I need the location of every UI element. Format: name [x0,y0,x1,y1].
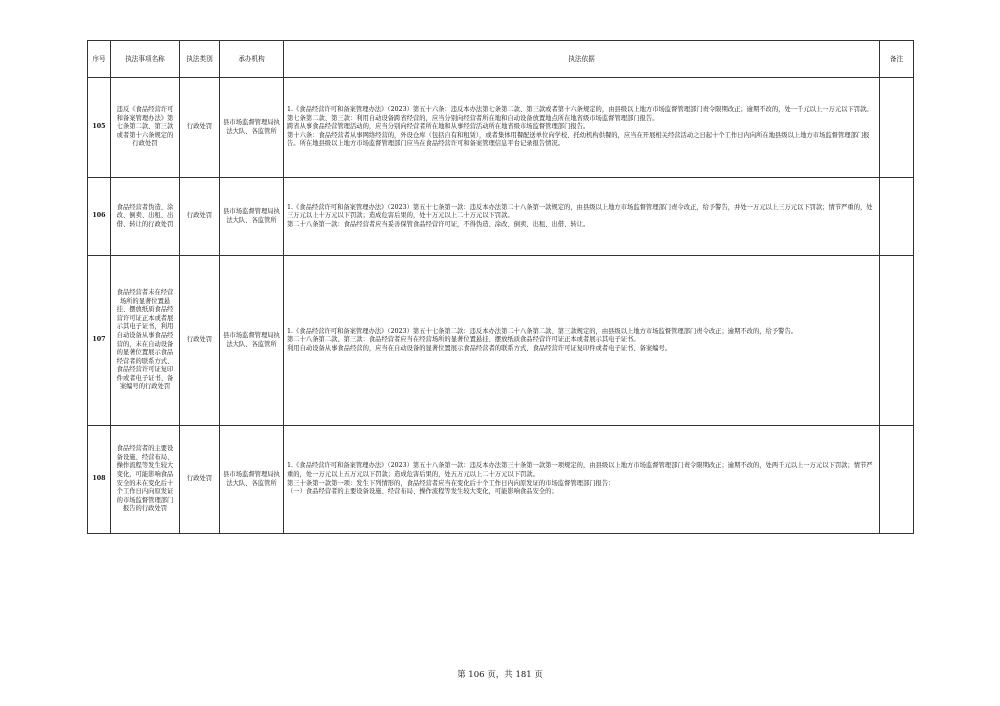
basis-line: 1.《食品经营许可和备案管理办法》（2023）第五十七条第二款：违反本办法第二十八条第二款、第三款规定的，由县级以上地方市场监督管理部门责令改正；逾期不改的，给予警告。 [287,327,798,335]
header-basis: 执法依据 [284,41,880,78]
basis-line: 跨省从事食品经营管理活动的，应当分别向经营者所在地和从事经营活动所在地省级市场监督管理部门报告。 [287,123,590,131]
header-type: 执法类别 [180,41,220,78]
row-org: 县市场监督管理局执法大队、各监管所 [220,78,284,178]
row-type: 行政处罚 [180,426,220,534]
basis-line: 第二十八条第二款、第三款：食品经营者应当在经营场所的显著位置悬挂、摆放纸质食品经营许可证正本或者展示其电子证书。 [287,336,640,344]
header-no: 序号 [88,41,111,78]
row-note [880,78,914,178]
row-item-name: 违反《食品经营许可和备案管理办法》第七条第二款、第三款或者第十六条规定的行政处罚 [111,78,180,178]
table-header-row [88,41,914,78]
basis-line: 利用自动设备从事食品经营的，应当在自动设备的显著位置展示食品经营者的联系方式、食品经营许可证复印件或者电子证书、备案编号。 [287,344,672,352]
row-note [880,426,914,534]
page-footer: 第 106 页，共 181 页 [457,670,543,680]
row-note [880,178,914,256]
row-item-name: 食品经营者的主要设备设施、经营布局、操作流程等发生较大变化，可能影响食品安全的未在变化后十个工作日内向原发证的市场监督管理部门报告的行政处罚 [111,426,180,534]
row-number: 105 [88,78,111,178]
basis-line: 1.《食品经营许可和备案管理办法》（2023）第五十七条第一款：违反本办法第二十八条第一款规定的，由县级以上地方市场监督管理部门责令改正，给予警告，并处一万元以上三万元以下罚款；情节严重的，处三万元以上十万元以下罚款；造成危害后果的，处十万元以上二十万元以下罚款。 [287,203,873,220]
row-basis [284,426,880,534]
row-basis [284,78,880,178]
table-row [88,178,914,256]
row-org: 县市场监督管理局执法大队、各监管所 [220,256,284,426]
basis-line: （一）食品经营者的主要设备设施、经营布局、操作流程等发生较大变化，可能影响食品安全的； [287,488,558,496]
row-type: 行政处罚 [180,78,220,178]
table-row [88,426,914,534]
table-row [88,256,914,426]
row-number: 108 [88,426,111,534]
basis-line: 1.《食品经营许可和备案管理办法》（2023）第五十八条第一款：违反本办法第三十条第一款第一项规定的，由县级以上地方市场监督管理部门责令限期改正；逾期不改的，处两千元以上一万元以下罚款；情节严重的，处一万元以上五万元以下罚款；造成危害后果的，处五万元以上二十万元以下罚款。 [287,462,873,478]
row-number: 107 [88,256,111,426]
row-number: 106 [88,178,111,256]
table-row [88,78,914,178]
basis-line: 1.《食品经营许可和备案管理办法》（2023）第五十六条：违反本办法第七条第二款、第三款或者第十六条规定的，由县级以上地方市场监督管理部门责令限期改正；逾期不改的，处一千元以上一万元以下罚款。 [287,106,873,114]
row-org: 县市场监督管理局执法大队、各监管所 [220,426,284,534]
basis-line: 第十六条：食品经营者从事网络经营的，外设仓库（包括自有和租赁），或者集体用餐配送单位向学校、托幼机构供餐的，应当在开展相关经营活动之日起十个工作日内向所在地县级以上地方市场监督管理部门报告。所在地县级以上地方市场监督管理部门应当在食品经营许可和备案管理信息平台记录报告情况。 [287,131,870,148]
row-note [880,256,914,426]
enforcement-table [87,40,914,534]
row-basis [284,178,880,256]
basis-line: 第三十条第一款第一项：发生下列情形的，食品经营者应当在变化后十个工作日内向原发证的市场监督管理部门报告： [287,479,615,487]
row-item-name: 食品经营者伪造、涂改、倒卖、出租、出借、转让的行政处罚 [111,178,180,256]
basis-line: 第七条第二款、第三款：利用自动设备跨省经营的，应当分别向经营者所在地和自动设备放置地点所在地省级市场监督管理部门报告。 [287,114,659,122]
basis-line: 第二十八条第一款：食品经营者应当妥善保管食品经营许可证，不得伪造、涂改、倒卖、出租、出借、转让。 [287,220,590,228]
row-basis [284,256,880,426]
row-item-name: 食品经营者未在经营场所的显著位置悬挂、摆放纸质食品经营许可证正本或者展示其电子证书，利用自动设备从事食品经营的，未在自动设备的显著位置展示食品经营者的联系方式、食品经营许可证复印件或者电子证书、备案编号的行政处罚 [111,256,180,426]
header-name: 执法事项名称 [111,41,180,78]
row-org: 县市场监督管理局执法大队、各监管所 [220,178,284,256]
header-note: 备注 [880,41,914,78]
row-type: 行政处罚 [180,256,220,426]
header-org: 承办机构 [220,41,284,78]
row-type: 行政处罚 [180,178,220,256]
